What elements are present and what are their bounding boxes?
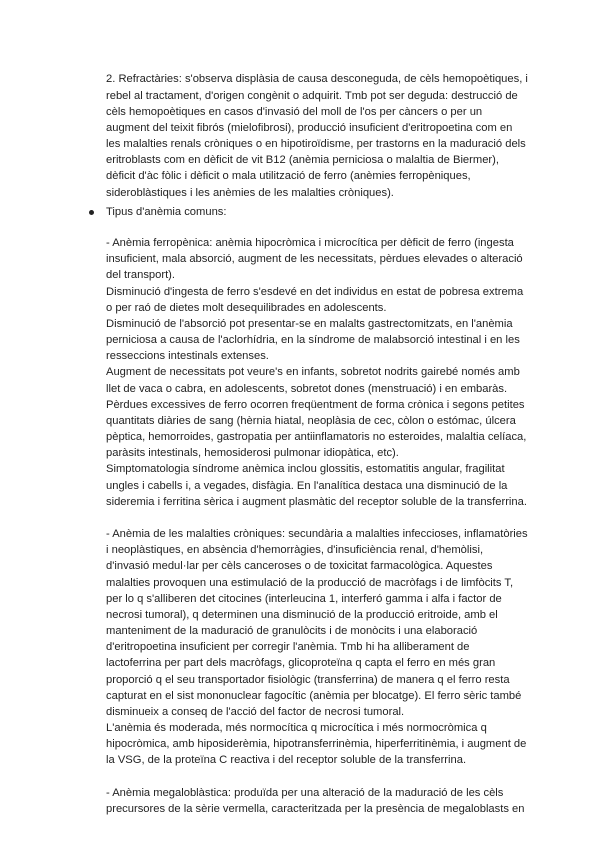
text-line: dèficit d'àc fòlic i dèficit o mala utilització de ferro (anèmies ferropèniques, (106, 170, 471, 182)
text-line: insuficient, mala absorció, augment de les necessitats, pèrdues elevades o alteració (106, 253, 523, 265)
text-line: ungles i cabells i, a vegades, disfàgia. En l'analítica destaca una disminució de la (106, 480, 508, 492)
text-line: Augment de necessitats pot veure's en infants, sobretot nodrits gairebé només amb (106, 366, 520, 378)
text-line: capturat en el sist mononuclear fagocític (anèmia per blocatge). El ferro sèric també (106, 690, 522, 702)
text-line: Disminució de l'absorció pot presentar-se en malalts gastrectomitzats, en l'anèmia (106, 318, 513, 330)
text-line: pèptica, hemorroides, gastropatia per antiinflamatoris no esteroides, malaltia celíaca, (106, 431, 527, 443)
text-line: eritroblasts com en dèficit de vit B12 (anèmia perniciosa o malaltia de Biermer), (106, 154, 499, 166)
text-line: les malalties renals cròniques o en hipotiroïdisme, per trastorns en la maduració dels (106, 138, 526, 150)
text-line: sideremia i ferritina sèrica i augment plasmàtic del receptor soluble de la transferrina. (106, 496, 527, 508)
text-line: cèls hemopoètiques en casos d'invasió del moll de l'os per càncers o per un (106, 106, 483, 118)
text-line: Pèrdues excessives de ferro ocorren freqüentment de forma crònica i segons petites (106, 399, 525, 411)
text-line: augment del teixit fibrós (mielofibrosi), producció insuficient d'eritropoetina com en (106, 122, 513, 134)
text-line: proporció q el seu transportador fisiològic (transferrina) de manera q el ferro resta (106, 674, 510, 686)
text-line: d'invasió medul·lar per cèls canceroses o de toxicitat farmacològica. Aquestes (106, 560, 493, 572)
bullet-heading: Tipus d'anèmia comuns: (106, 206, 227, 218)
text-line: sideroblàstiques i les anèmies de les malalties cròniques). (106, 187, 394, 199)
text-line: - Anèmia de les malalties cròniques: secundària a malalties infeccioses, inflamatòries (106, 528, 528, 540)
text-line: hipocròmica, amb hiposiderèmia, hipotransferrinèmia, hiperferritinèmia, i augment de (106, 738, 527, 750)
text-line: malalties provoquen una estimulació de la producció de macròfags i de limfòcits T, (106, 577, 514, 589)
text-line: la VSG, de la proteïna C reactiva i del receptor soluble de la transferrina. (106, 754, 467, 766)
text-line: precursores de la sèrie vermella, caracteritzada per la presència de megaloblasts en (106, 803, 525, 815)
text-line: quantitats diàries de sang (hèrnia hiatal, neoplàsia de cec, còlon o estómac, úlcera (106, 415, 516, 427)
text-line: perniciosa a causa de l'aclorhídria, en la síndrome de malabsorció intestinal i en les (106, 334, 520, 346)
text-line: - Anèmia ferropènica: anèmia hipocròmica i microcítica per dèficit de ferro (ingesta (106, 237, 514, 249)
text-line: rebel al tractament, d'origen congènit o adquirit. Tmb pot ser deguda: destrucció de (106, 90, 518, 102)
text-line: manteniment de la maduració de granulòcits i de monòcits i una elaboració (106, 625, 478, 637)
text-line: i neoplàstiques, en absència d'hemorràgies, d'insuficiència renal, d'hemòlisi, (106, 544, 484, 556)
text-line: Disminució d'ingesta de ferro s'esdevé en det individus en estat de pobresa extrema (106, 286, 524, 298)
text-line: lactoferrina per part dels macròfags, glicoproteïna q capta el ferro en més gran (106, 657, 496, 669)
text-line: 2. Refractàries: s'observa displàsia de causa desconeguda, de cèls hemopoètiques, i (106, 73, 528, 85)
text-line: del transport). (106, 269, 176, 281)
text-line: paràsits intestinals, hemosiderosi pulmonar idiopàtica, etc). (106, 447, 399, 459)
text-line: L'anèmia és moderada, més normocítica q microcítica i més normocròmica q (106, 722, 487, 734)
text-line: resseccions intestinals extenses. (106, 350, 269, 362)
text-line: d'eritropoetina insuficient per corregir l'anèmia. Tmb hi ha alliberament de (106, 641, 470, 653)
text-line: llet de vaca o cabra, en adolescents, sobretot dones (menstruació) i en embaràs. (106, 383, 508, 395)
bullet-point-icon (89, 210, 94, 215)
text-line: Simptomatologia síndrome anèmica inclou glossitis, estomatitis angular, fragilitat (106, 463, 505, 475)
text-line: - Anèmia megaloblàstica: produïda per una alteració de la maduració de les cèls (106, 787, 504, 799)
text-line: o per raó de dietes molt desequilibrades en adolescents. (106, 302, 387, 314)
text-line: disminueix a conseq de l'acció del factor de necrosi tumoral. (106, 706, 405, 718)
text-line: necrosi tumoral), q determinen una disminució de la producció eritroide, amb el (106, 609, 498, 621)
text-line: per lo q s'alliberen det citocines (interleucina 1, interferó gamma i alfa i factor de (106, 593, 502, 605)
